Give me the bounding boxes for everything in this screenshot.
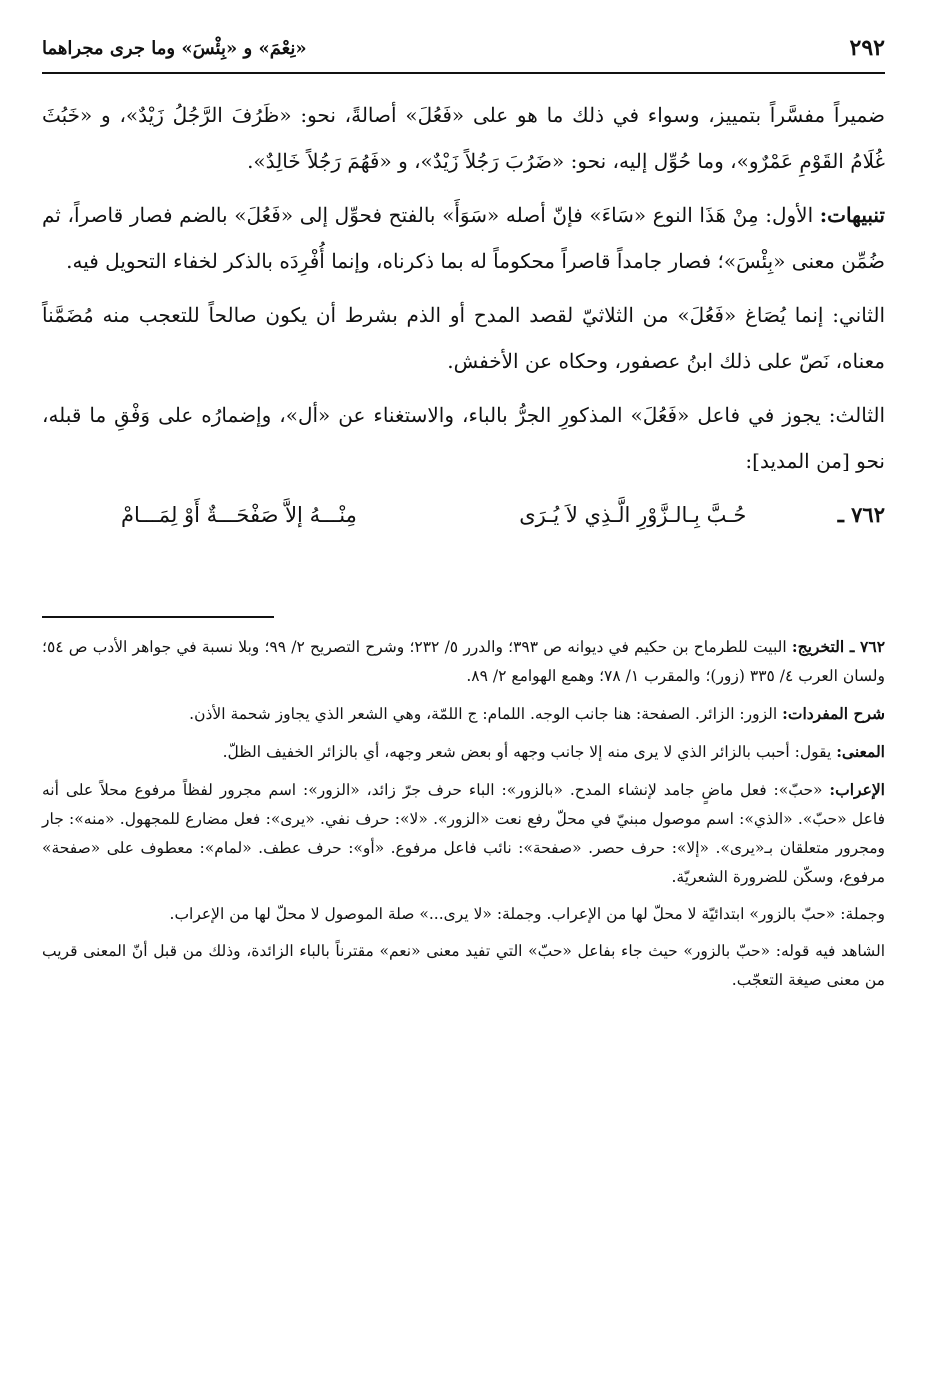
footnote-parsing [42,775,885,892]
meaning-text: يقول: أحبب بالزائر الذي لا يرى منه إلا جانب وجهه أو بعض شعر وجهه، أي بالزائر الخفيف الظلّ. [222,743,837,761]
footnote-evidence: الشاهد فيه قوله: «حبّ بالزور» حيث جاء بفاعل «حبّ» التي تفيد معنى «نعم» مقترناً بالباء الزائدة، وذلك من قبل أنّ المعنى قريب من معنى صيغة التعجّب. [42,942,885,989]
footnote-meaning [42,737,885,767]
main-text [42,92,885,538]
notes-label: تنبيهات: [819,203,885,227]
parsing-text: «حبّ»: فعل ماضٍ جامد لإنشاء المدح. «بالزور»: الباء حرف جرّ زائد، «الزور»: اسم مجرور لفظاً مرفوع محلاً على أنه فاعل «حبّ». «الذي»: اسم موصول مبنيّ في محلّ رفع نعت «الزور». «لا»: حرف نفي. «يرى»: فعل مضارع للمجهول. «منه»: جار ومجرور متعلقان بـ«يرى». «إلا»: حرف حصر. «صفحة»: نائب فاعل مرفوع. «أو»: حرف عطف. «لمام»: معطوف على «صفحة» مرفوع، وسكّن للضرورة الشعريّة. [42,781,885,886]
book-page [42,30,885,1003]
poem-verse [42,492,885,538]
paragraph-1: ضميراً مفسَّراً بتمييز، وسواء في ذلك ما هو على «فَعُلَ» أصالةً، نحو: «ظَرُفَ الرَّجُلُ زَيْدٌ»، و «خَبُثَ غُلَامُ القَوْمِ عَمْرٌو»، وما حُوِّل إليه، نحو: «ضَرُبَ رَجُلاً زَيْدٌ»، و «فَهُمَ رَجُلاً خَالِدٌ». [42,103,885,173]
sources-label: ٧٦٢ ـ التخريج: [791,637,886,656]
footnote-sentences: وجملة: «حبّ بالزور» ابتدائيّة لا محلّ لها من الإعراب. وجملة: «لا يرى...» صلة الموصول لا محلّ لها من الإعراب. [169,905,885,923]
verse-number: ٧٦٢ ـ [837,502,885,527]
footnote-separator-wrap [42,616,885,618]
chapter-title: «نِعْمَ» و «بِئْسَ» وما جرى مجراهما [42,37,307,59]
verse-first-hemistich: حُـبَّ بِـالـزَّوْرِ الَّـذِي لاَ يُـرَى [519,503,747,527]
paragraph-notes [42,192,885,284]
footnotes [42,632,885,995]
vocabulary-text: الزور: الزائر. الصفحة: هنا جانب الوجه. اللمام: ج اللمّة، وهي الشعر الذي يجاوز شحمة الأذن. [189,705,783,723]
vocabulary-label: شرح المفردات: [782,704,885,723]
footnote-sources [42,632,885,691]
page-number: ٢٩٢ [849,35,885,61]
meaning-label: المعنى: [836,742,885,761]
sources-text: البيت للطرماح بن حكيم في ديوانه ص ٣٩٣؛ والدرر ٥/ ٢٣٢؛ وشرح التصريح ٢/ ٩٩؛ وبلا نسبة في جواهر الأدب ص ٥٤؛ ولسان العرب ٤/ ٣٣٥ (زور)؛ والمقرب ١/ ٧٨؛ وهمع الهوامع ٢/ ٨٩. [42,638,885,685]
running-header [42,30,885,74]
footnote-separator [42,616,274,618]
verse-second-hemistich: مِنْـــهُ إلاَّ صَفْحَـــةٌ أَوْ لِمَـــامْ [120,503,357,527]
paragraph-second-note: الثاني: إنما يُصَاغ «فَعُلَ» من الثلاثيّ لقصد المدح أو الذم بشرط أن يكون صالحاً للتعجب منه مُضَمَّناً معناه، نَصّ على ذلك ابنُ عصفور، وحكاه عن الأخفش. [42,303,885,373]
parsing-label: الإعراب: [829,780,885,799]
footnote-vocabulary [42,699,885,729]
notes-first-text: الأول: مِنْ هَذَا النوع «سَاءَ» فإنّ أصله «سَوَأَ» بالفتح فحوِّل إلى «فَعُلَ» بالضم فصار قاصراً، ثم ضُمِّن معنى «بِئْسَ»؛ فصار جامداً قاصراً محكوماً له بما ذكرناه، وإنما أُفْرِدَه بالذكر لخفاء التحويل فيه. [42,203,885,273]
paragraph-third-note: الثالث: يجوز في فاعل «فَعُلَ» المذكورِ الجرُّ بالباء، والاستغناء عن «أل»، وإضمارُه على وَفْقِ ما قبله، نحو [من المديد]: [42,403,885,473]
